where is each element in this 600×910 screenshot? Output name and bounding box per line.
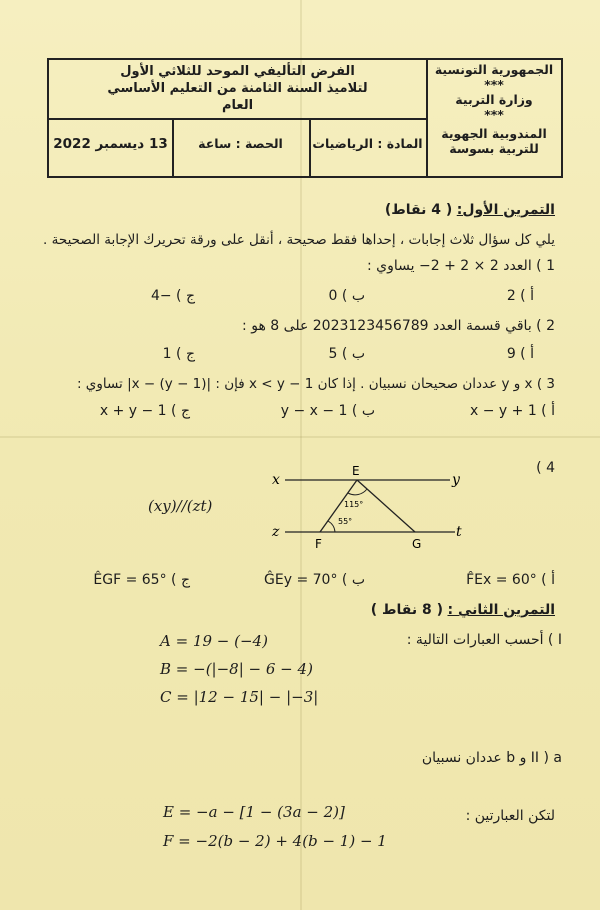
q3-option-c: ج ) x + y − 1 — [99, 403, 190, 419]
q2-option-b: ب ) 5 — [328, 346, 365, 362]
label-F: F — [315, 537, 322, 551]
exercise2-let-text: لتكن العبارتين : — [465, 808, 555, 824]
q4-option-b: ب ) ĜEy = 70° — [264, 572, 365, 588]
angle-arc-115 — [348, 489, 367, 495]
q2-text: 2 ) باقي قسمة العدد 2023123456789 على 8 هو : — [242, 318, 555, 334]
exam-header-table — [47, 58, 563, 178]
angle-arc-55 — [328, 521, 335, 532]
label-t: t — [456, 524, 462, 540]
expression-B: B = −(|−8| − 6 − 4) — [160, 660, 313, 678]
label-angle-55: 55° — [338, 517, 353, 526]
expression-E: E = −a − [1 − (3a − 2)] — [163, 803, 345, 821]
label-z: z — [272, 524, 280, 540]
q3-text: 3 ) x و y عددان صحيحان نسبيان . إذا كان x < y − 1 فإن : |x − (y − 1)| تساوي : — [76, 376, 555, 392]
header-subject: المادة : الرياضيات — [312, 136, 423, 151]
q1-option-c: ج ) −4 — [150, 288, 195, 304]
q1-option-b: ب ) 0 — [328, 288, 365, 304]
q3-option-b: ب ) y − x − 1 — [280, 403, 375, 419]
exercise1-intro: يلي كل سؤال ثلاث إجابات ، إحداها فقط صحيحة ، أنقل على ورقة تحريرك الإجابة الصحيحة . — [43, 232, 555, 248]
q4-geometry-figure — [260, 462, 480, 554]
exercise2-part2-label: II ) a و b عددان نسبيان — [421, 750, 562, 766]
q2-option-a: أ ) 9 — [506, 346, 534, 362]
label-x: x — [272, 472, 280, 488]
expression-F: F = −2(b − 2) + 4(b − 1) − 1 — [163, 832, 387, 850]
exercise1-heading: التمرين الأول: ( 4 نقاط) — [384, 202, 555, 218]
q4-option-a: أ ) F̂Ex = 60° — [466, 572, 555, 588]
q1-option-a: أ ) 2 — [506, 288, 534, 304]
label-G: G — [412, 537, 422, 551]
label-angle-115: 115° — [344, 500, 364, 509]
segment-EG — [357, 480, 415, 532]
q4-option-c: ج ) ÊGF = 65° — [93, 572, 190, 588]
expression-A: A = 19 − (−4) — [160, 632, 268, 650]
q2-option-c: ج ) 1 — [162, 346, 195, 362]
exercise2-heading: التمرين الثاني : ( 8 نقاط ) — [370, 602, 555, 618]
q4-number: 4 ) — [536, 460, 555, 476]
expression-C: C = |12 − 15| − |−3| — [160, 688, 319, 706]
q1-text: 1 ) العدد 2 × 2 + 2− يساوي : — [367, 258, 555, 274]
q4-parallel-statement: (xy)//(zt) — [148, 497, 213, 515]
header-ministry: الجمهورية التونسية *** وزارة التربية *** المندوبية الجهوية للتربية بسوسة — [434, 62, 554, 156]
header-exam-title: الفرض التأليفي الموحد للثلاثي الأول لتلاميذ السنة الثامنة من التعليم الأساسي العام — [107, 64, 368, 113]
exercise2-part1-label: I ) أحسب العبارات التالية : — [406, 632, 562, 648]
label-y: y — [452, 472, 460, 488]
q3-option-a: أ ) x − y + 1 — [469, 403, 555, 419]
header-duration: الحصة : ساعة — [198, 136, 283, 151]
header-date: 13 ديسمبر 2022 — [53, 136, 168, 152]
label-E: E — [352, 464, 360, 478]
